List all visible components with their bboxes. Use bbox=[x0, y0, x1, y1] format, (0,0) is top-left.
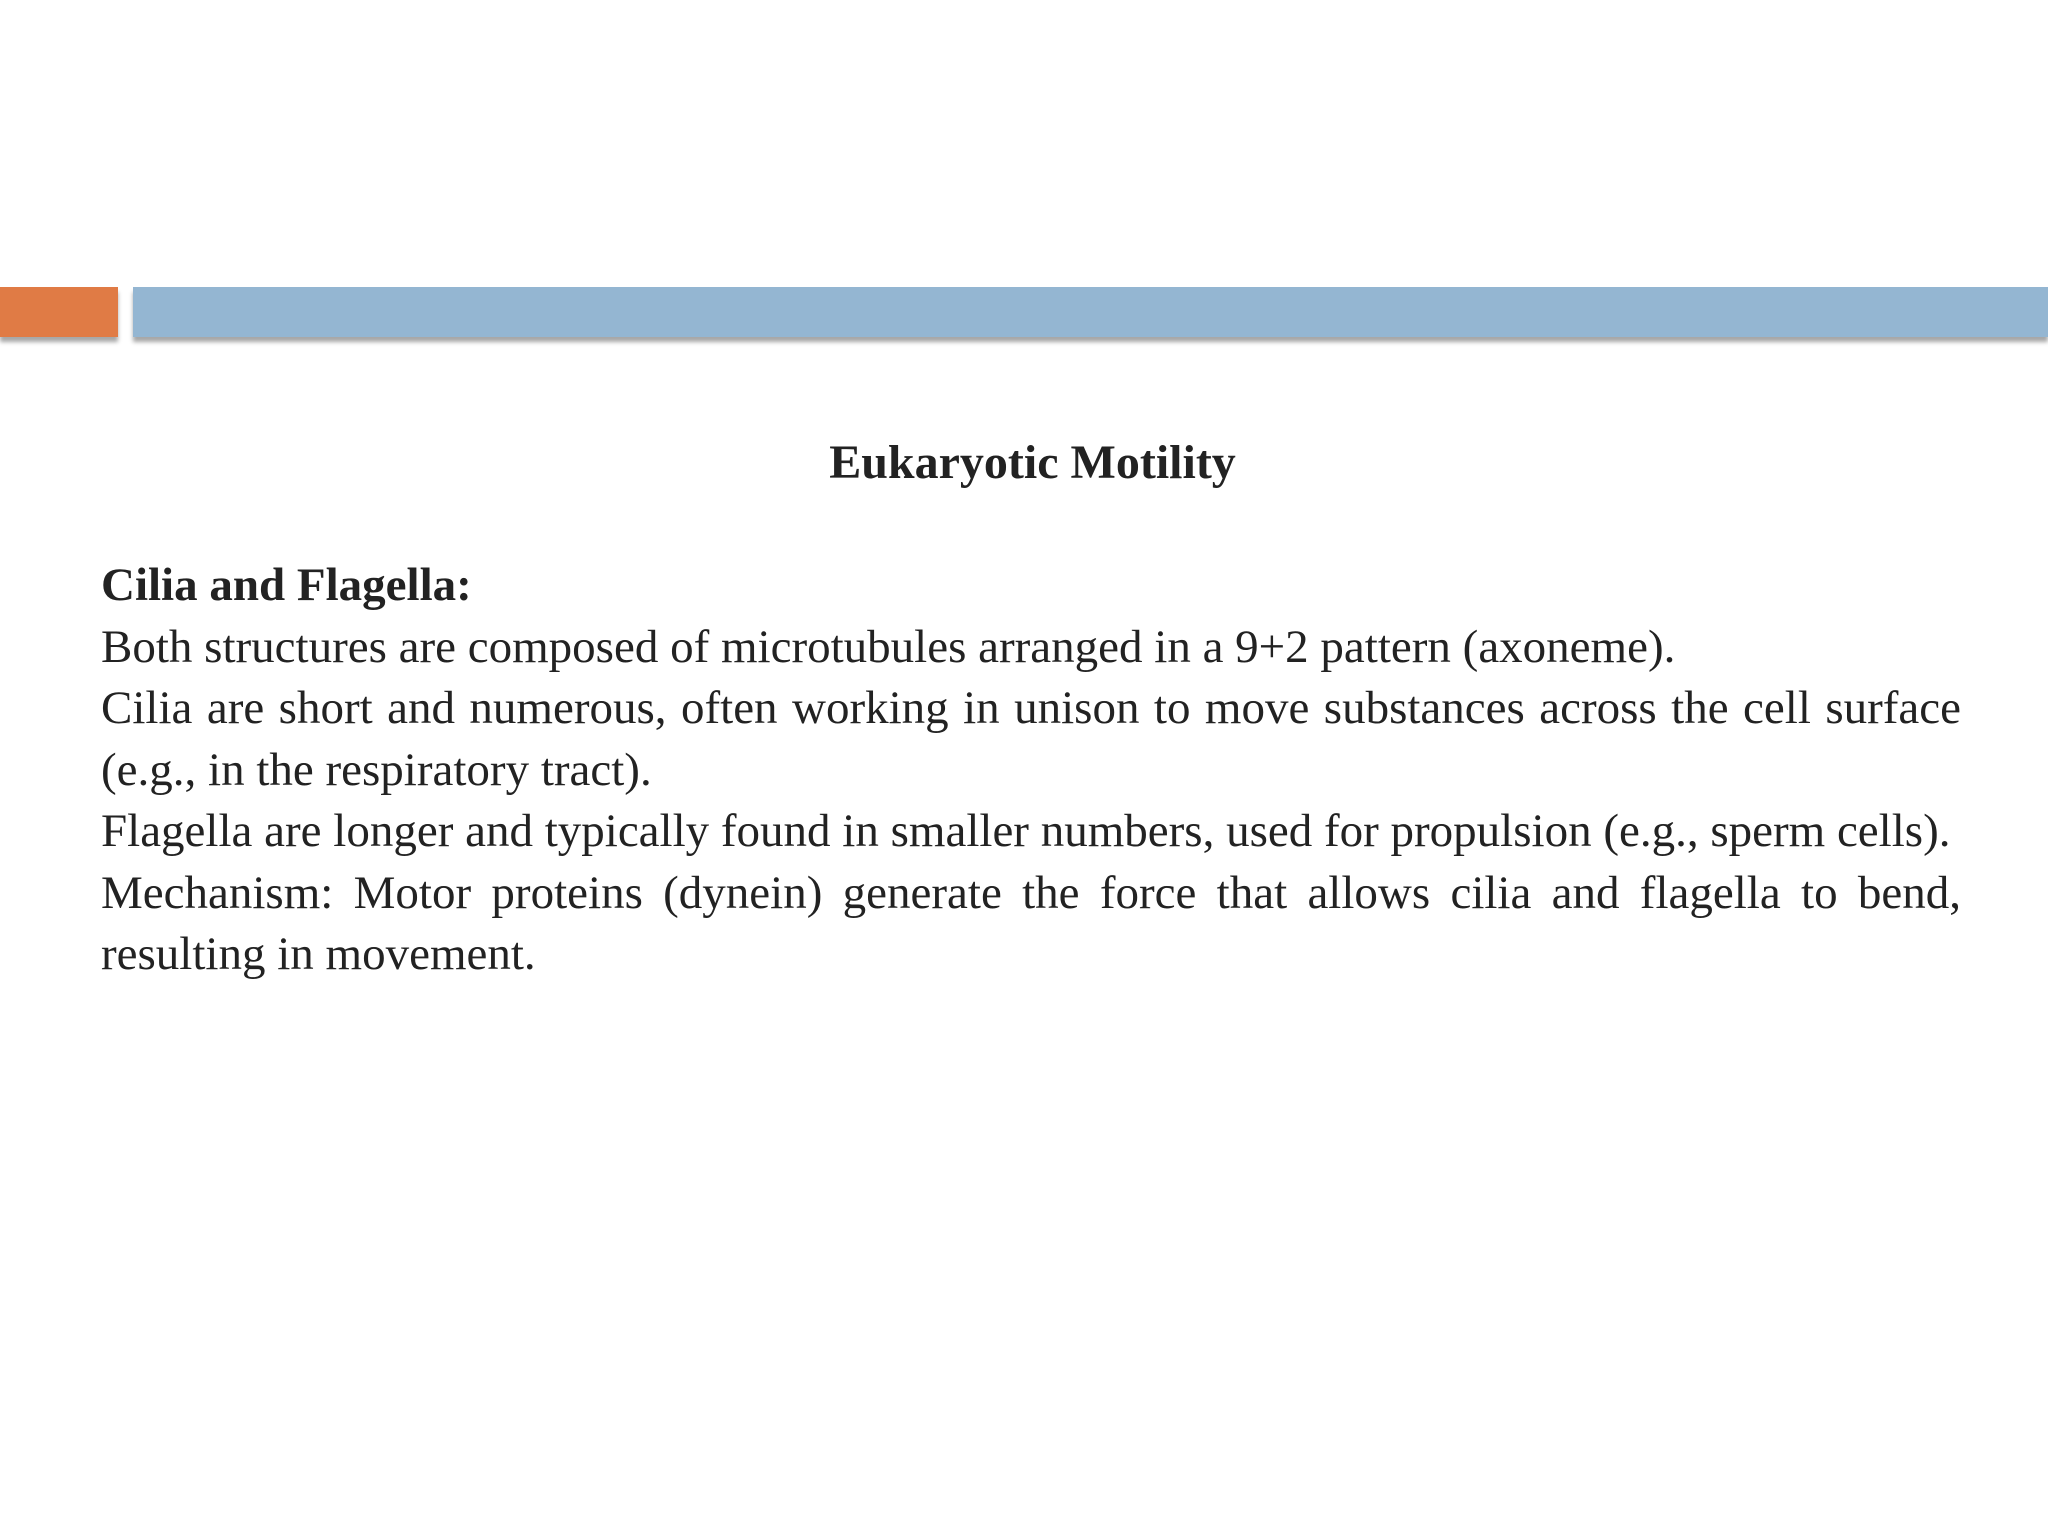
section-heading: Cilia and Flagella: bbox=[101, 559, 472, 611]
body-paragraph: Flagella are longer and typically found in smaller numbers, used for propulsion (e.g., sperm cells). bbox=[101, 805, 1951, 857]
body-paragraph: Mechanism: Motor proteins (dynein) generate the force that allows cilia and flagella to bend, resulting in movement. bbox=[101, 866, 1961, 980]
body-paragraph: Cilia are short and numerous, often working in unison to move substances across the cell surface (e.g., in the respiratory tract). bbox=[101, 682, 1961, 796]
header-bar bbox=[133, 287, 2048, 337]
slide-title: Eukaryotic Motility bbox=[829, 436, 1236, 489]
header-accent-bar bbox=[0, 287, 118, 337]
body-paragraph: Both structures are composed of microtubules arranged in a 9+2 pattern (axoneme). bbox=[101, 620, 1676, 673]
slide-body bbox=[101, 555, 1961, 986]
